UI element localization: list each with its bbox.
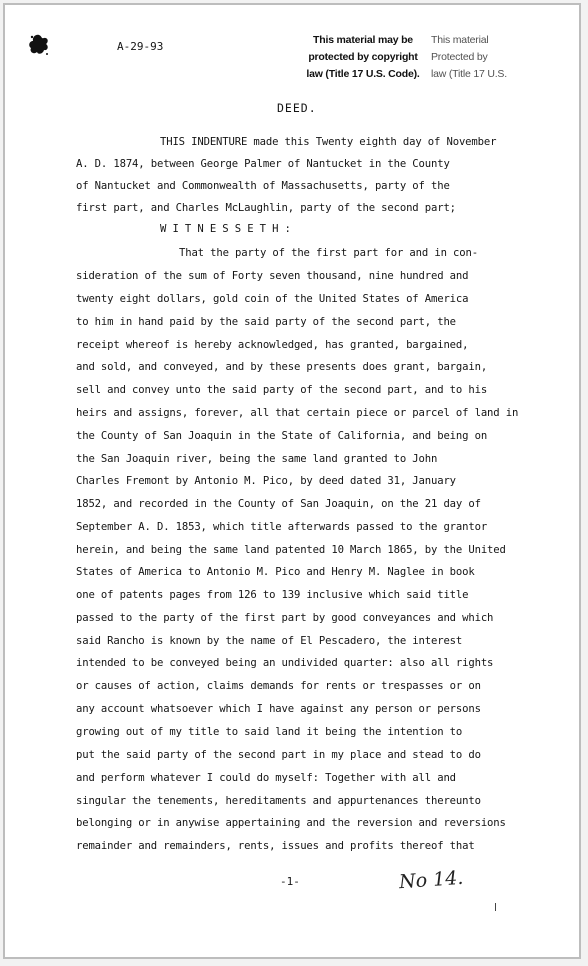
deed-text-line: one of patents pages from 126 to 139 inclusive which said title (76, 589, 469, 601)
document-page (3, 3, 581, 959)
copyright-stamp-line: This material may be (313, 34, 413, 46)
deed-text-line: of Nantucket and Commonwealth of Massachusetts, party of the (76, 180, 450, 192)
deed-text-line: said Rancho is known by the name of El Pescadero, the interest (76, 635, 463, 647)
deed-text-line: A. D. 1874, between George Palmer of Nantucket in the County (76, 158, 450, 170)
deed-text-line: heirs and assigns, forever, all that certain piece or parcel of land in (76, 407, 519, 419)
deed-text-line: growing out of my title to said land it being the intention to (76, 726, 463, 738)
document-id: A-29-93 (117, 40, 164, 53)
deed-text-line: the San Joaquin river, being the same land granted to John (76, 453, 438, 465)
deed-text-line: sideration of the sum of Forty seven thousand, nine hundred and (76, 270, 469, 282)
deed-text-line: remainder and remainders, rents, issues and profits thereof that (76, 840, 475, 852)
faded-stamp-line: Protected by (431, 51, 488, 63)
deed-text-line: September A. D. 1853, which title afterwards passed to the grantor (76, 521, 488, 533)
deed-text-line: herein, and being the same land patented 10 March 1865, by the United (76, 544, 506, 556)
deed-text-line: THIS INDENTURE made this Twenty eighth day of November (160, 136, 497, 148)
deed-text-line: receipt whereof is hereby acknowledged, has granted, bargained, (76, 339, 469, 351)
deed-text-line: and sold, and conveyed, and by these presents does grant, bargain, (76, 361, 488, 373)
deed-text-line: singular the tenements, hereditaments and appurtenances thereunto (76, 795, 481, 807)
ink-blot-icon (27, 33, 51, 57)
deed-text-line: passed to the party of the first part by good conveyances and which (76, 612, 494, 624)
deed-text-line: belonging or in anywise appertaining and the reversion and reversions (76, 817, 506, 829)
deed-text-line: sell and convey unto the said party of the second part, and to his (76, 384, 488, 396)
page-number: -1- (280, 875, 300, 888)
deed-text-line: the County of San Joaquin in the State of California, and being on (76, 430, 488, 442)
deed-text-line: first part, and Charles McLaughlin, party of the second part; (76, 202, 456, 214)
copyright-stamp-faded (431, 32, 561, 83)
deed-text-line: States of America to Antonio M. Pico and Henry M. Naglee in book (76, 566, 475, 578)
copyright-stamp-line: protected by copyright (308, 51, 418, 63)
deed-text-line: and perform whatever I could do myself: Together with all and (76, 772, 456, 784)
deed-text-line: any account whatsoever which I have against any person or persons (76, 703, 481, 715)
faded-stamp-line: law (Title 17 U.S. (431, 68, 507, 80)
pen-mark (495, 903, 496, 911)
faded-stamp-line: This material (431, 34, 489, 46)
deed-text-line: intended to be conveyed being an undivided quarter: also all rights (76, 657, 494, 669)
deed-text-line: or causes of action, claims demands for rents or trespasses or on (76, 680, 481, 692)
deed-text-line: Charles Fremont by Antonio M. Pico, by deed dated 31, January (76, 475, 456, 487)
deed-text-line: W I T N E S S E T H : (160, 223, 291, 235)
deed-text-line: to him in hand paid by the said party of the second part, the (76, 316, 456, 328)
deed-text-line: 1852, and recorded in the County of San Joaquin, on the 21 day of (76, 498, 481, 510)
copyright-stamp-line: law (Title 17 U.S. Code). (306, 68, 420, 80)
deed-text-line: twenty eight dollars, gold coin of the United States of America (76, 293, 469, 305)
deed-text-line: That the party of the first part for and in con- (179, 247, 478, 259)
copyright-stamp (301, 32, 425, 83)
deed-text-line: put the said party of the second part in my place and stead to do (76, 749, 481, 761)
handwritten-note: No 14. (398, 866, 465, 894)
document-title: DEED. (277, 101, 317, 115)
